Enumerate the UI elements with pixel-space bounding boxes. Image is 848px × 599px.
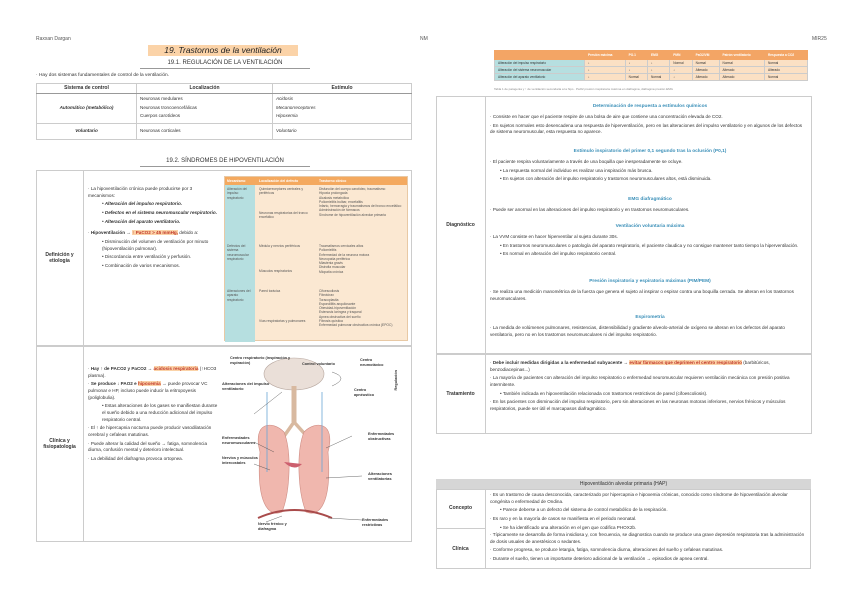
mechanism-table [224,176,408,341]
mechanism-column [225,185,255,342]
table-cell: Voluntario [37,123,137,139]
chapter-title: 19. Trastornos de la ventilación [148,45,298,56]
comparison-table: Presión máxima PO.1 EMG PMN PaO2/VM Patrón ventilatorio Respuesta a CO2 Alteración del impulso respiratorio ↓ ↓ ↓ Normal Normal Normal Normal Alteración del sistema neuromuscular ↓ ↓ ↓ ↓ Alterado Alterado Alterado Alteración del aparato ventilatorio ↓ Normal Normal ↓ Alterado Alterado Normal [494,50,808,81]
loc-cell: Músculos respiratorios [259,269,292,273]
col-header: Sistema de control [37,84,137,94]
row-label-diagnostico: Diagnóstico [436,96,486,354]
label-nervio-frenico: Nervio frénico y diafragma [258,522,287,531]
disorder-list: Cifoescoliosis Fibrotórax Toracoplastia Espondilitis anquilosante Obesidad-hipoventilación Estenosis laríngea y traqueal Apnea obstructiva del sueño Fibrosis quística Enfermedad pulmonar obstructiva crónica (EPOC) [319,289,393,328]
label-enfermedades-neuromusculares: Enfermedades neuromusculares [222,435,256,445]
clinica-text: · Hay ↑ de PACO2 y PaCO2 → acidosis respiratoria (↑HCO3 plasma). · Se produce ↓ PAO2 e hipoxemia → puede provocar VC pulmonar e HP, incluso puede inducir la eritropoyesis (poliglobulia). • Estas alteraciones de los gases se manifiestan durante el sueño debido a una reducción adicional del impulso respiratorio central. · El ↑ de hipercapnia nocturna puede producir vasodilatación cerebral y cefaleas matutinas. · Puede alterar la calidad del sueño → fatiga, somnolencia diurna, confusión mental y deterioro intelectual. · La debilidad del diafragma provoca ortopnea. [88,366,218,461]
brand-label: MIR25 [812,36,827,42]
block-title: Ventilación voluntaria máxima [615,224,685,229]
table-note: Tabla 1 de patogenia y ↑ de ventilación secundaria a la hipo · PaO2 presión inspiratoria máxima en diafragma, diafragma presión EMG [494,88,673,91]
label-centro-neumotaxico: Centro neumotáxico [360,358,384,367]
table-row: Alteración del sistema neuromuscular ↓ ↓ ↓ ↓ Alterado Alterado Alterado [495,67,808,74]
mech-cell: Defectos del sistema neuromuscular respiratorio [227,244,249,261]
right-page [420,0,848,599]
table-cell: Voluntario [273,123,412,139]
label-nervios-musculos: Nervios y músculos intercostales [222,456,258,465]
block-text: · Consiste en hacer que el paciente respire de una bolsa de aire que contiene una concentración elevada de CO2. · En sujetos normales esto desencadena una respuesta de hiperventilación, pero en las alteraciones del impulso ventilatorio y en algunos de los defectos de sistema neuromuscular, esta respuesta no aparece. [490,114,803,135]
label-enfermedades-obstructivas: Enfermedades obstructivas [368,432,395,441]
label-control-voluntario: Control voluntario [302,362,335,366]
intro-text: · Hay dos sistemas fundamentales de control de la ventilación. [36,73,170,78]
respiratory-diagram [222,352,410,538]
loc-cell: Médula y nervios periféricos [259,244,301,248]
row-label-definition: Definición y etiología [36,170,84,346]
loc-cell: Vías respiratorias y pulmonares [259,319,306,323]
control-table [36,83,412,140]
table-row: Alteración del aparato ventilatorio ↓ Normal Normal ↓ Alterado Alterado Normal [495,74,808,81]
row-label-clinica-hap: Clínica [436,529,486,569]
block-title: Presión inspiratoria y espiratoria máximas (PIM/PEM) [589,279,711,284]
label-centro-respiratorio: Centro respiratorio (inspiración y espiración) [230,356,291,365]
disorder-list: Disfunción del cuerpo carotídeo, traumatismo Hipoxia prolongada Alcalosis metabólica Poliomielitis bulbar, encefalitis Infarto, hemorragia y traumatismos del tronco encefálico Administración de fármacos Síndrome de hipoventilación alveolar primaria [319,187,402,217]
label-alteraciones-impulso: Alteraciones del impulso ventilatorio [222,381,270,391]
table-cell: Neuronas medulares Neuronas troncoencefálicas Cuerpos carotídeos [137,93,273,123]
label-centro-apneustico: Centro apnéustico [354,388,375,397]
mechanism-table-header: Mecanismo Localización del defecto Trastorno clínico [225,177,407,185]
clinica-hap-text: · Típicamente se desarrolla de forma insidiosa y, con frecuencia, se diagnostica cuando se produce una grave depresión respiratoria tras la administración de dosis usuales de anestésicos o sedantes. · Conforme progresa, se produce letargia, fatiga, somnolencia diurna, alteraciones del sueño y cefaleas matutinas. · Durante el sueño, tienen un importante deterioro adicional de la ventilación → episodios de apnea central. [490,532,805,561]
block-text: · La medida de volúmenes pulmonares, resistencias, distensibilidad y gradiente alveolo-arterial de oxígeno se alteran en los defectos del aparato ventilatorio, pero no en los trastornos neuromusculares ni del impulso respiratorio. [490,325,785,337]
table-row: Alteración del impulso respiratorio ↓ ↓ ↓ Normal Normal Normal Normal [495,60,808,67]
section-heading-2: 19.2. SÍNDROMES DE HIPOVENTILACIÓN [140,158,310,167]
block-title: Determinación de respuesta a estímulos químicos [592,104,708,109]
table-cell: Automático (metabólico) [37,93,137,123]
concepto-text: · Es un trastorno de causa desconocida, caracterizado por hipercapnia e hipoxemia crónicas, conocido como síndrome de hipoventilación alveolar congénita o enfermedad de Ondina. • Parece deberse a un defecto del sistema de control metabólico de la respiración. · Es raro y en la mayoría de casos se manifiesta en el periodo neonatal. • Se ha identificado una alteración en el gen que codifica PHOX2b. [490,492,788,530]
loc-cell: Pared torácica [259,289,281,293]
col-header: Localización [137,84,273,94]
block-title: Espirometría [635,315,665,320]
author-name: Raxxan Dargan [36,36,71,42]
block-text: · La VVM consiste en hacer hiperventilar al sujeto durante 30s. • En trastornos neuromusculares o patología del aparato respiratorio, el paciente claudica y no consigue mantener tanto tiempo la hiperventilación. • Es normal en alteración del impulso respiratorio central. [490,234,799,257]
table-cell: Neuronas corticales [137,123,273,139]
block-title: Estímulo inspiratorio del primer 0,1 segundo tras la oclusión (P0,1) [573,149,727,154]
block-text: · El paciente respira voluntariamente a través de una boquilla que inesperadamente se ocluye. • La respuesta normal del individuo es realizar una inspiración más brusca. • En sujetos con alteración del impulso respiratorio y trastornos neuromusculares altos, está disminuida. [490,159,712,182]
row-label-clinica: Clínica y fisiopatología [36,346,84,542]
label-enfermedades-restrictivas: Enfermedades restrictivas [362,518,389,527]
loc-cell: Quimiorreceptores centrales y periféricos [259,187,303,196]
row-label-tratamiento: Tratamiento [436,354,486,434]
hap-heading: Hipoventilación alveolar primaria (HAP) [436,479,811,489]
mech-cell: Alteración del impulso respiratorio [227,187,247,200]
row-label-concepto: Concepto [436,489,486,529]
tratamiento-text: · Debe incluir medidas dirigidas a la enfermedad subyacente → evitar fármacos que deprimen el centro respiratorio (barbitúricos, benzodiacepinas...) · La mayoría de pacientes con alteración del impulso respiratorio o enfermedad neuromuscular requieren ventilación mecánica con presión positiva intermitente. • También indicada en hipoventilación relacionada con trastornos restrictivos de pared (cifoescoliosis). · En los pacientes con disminución del impulso respiratorio, pero sin alteraciones en las neuronas motoras inferiores, nervios frénicos y músculos respiratorios, puede ser útil el marcapasos diafragmático. [490,360,790,411]
definition-text: · La hipoventilación crónica puede producirse por 3 mecanismos: • Alteración del impulso respiratorio. • Defectos en el sistema neuromuscular respiratorio. • Alteración del aparato ventilatorio. · Hipoventilación → ↑ PaCO2 > 45 mmHg, debido a: • Disminución del volumen de ventilación por minuto (hipoventilación pulmonar). • Discordancia entre ventilación y perfusión. • Combinación de varios mecanismos. [88,186,217,268]
mech-cell: Alteraciones del aparato respiratorio [227,289,251,302]
table-cell: Acidosis Mecanorreceptores Hipoxemia [273,93,412,123]
col-header: Estímulo [273,84,412,94]
block-title: EMG diafragmático [628,197,672,202]
label-alteraciones-ventilatorias: Alteraciones ventilatorias [368,471,393,481]
section-heading-1: 19.1. REGULACIÓN DE LA VENTILACIÓN [140,60,310,69]
label-regulacion: Regulación [394,370,398,391]
block-text: · Se realiza una medición manométrica de la fuerza que genera el sujeto al inspirar o espirar contra una boquilla cerrada. Se alteran en los trastornos neuromusculares. [490,289,794,301]
block-text: · Puede ser anormal en las alteraciones del impulso respiratorio y en trastornos neuromusculares. [490,207,690,212]
loc-cell: Neuronas respiratorias del tronco encefálico [259,211,308,220]
author-initials: NM [420,36,428,42]
disorder-list: Traumatismos cervicales altos Poliomielitis Enfermedad de la neurona motora Neuropatía periférica Miastenia gravis Distrofia muscular Miopatía crónica [319,244,370,274]
